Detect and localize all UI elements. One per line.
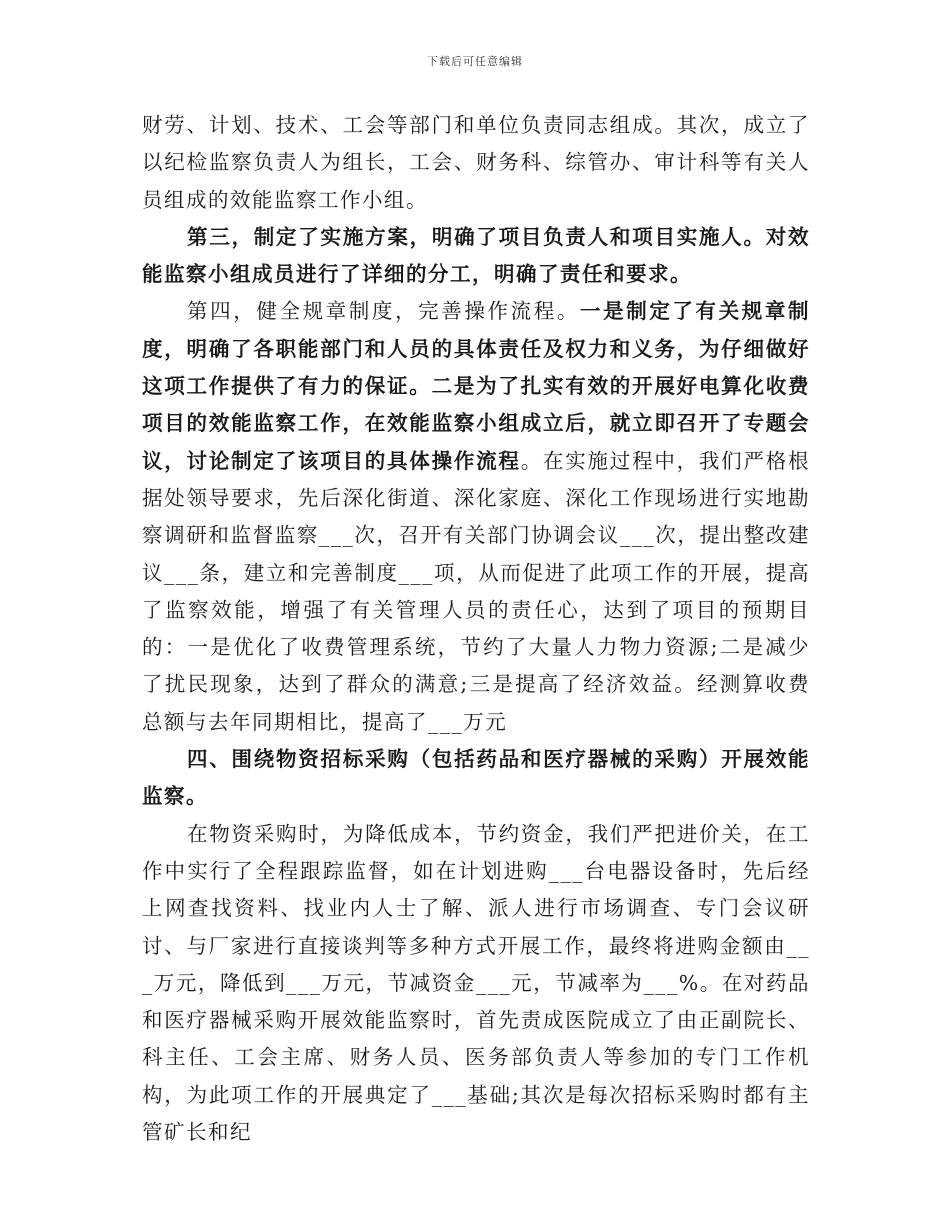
paragraph-3-run-1: 第四，健全规章制度，完善操作流程。	[187, 299, 580, 324]
paragraph-3-run-2-bold: 一是制定了有关规章制度，明确了各职能部门和人员的具体责任及权力和义务，为仔细做好这项工作提供了有力的保证。二是为了扎实有效的开展好电算化收费项目的效能监察工作，在效能监察小组成立后，就立即召开了专题会议，讨论制定了该项目的具体操作流程	[142, 299, 811, 473]
paragraph-1	[142, 107, 810, 219]
paragraph-2-text: 第三，制定了实施方案，明确了项目负责人和项目实施人。对效能监察小组成员进行了详细的分工，明确了责任和要求。	[142, 224, 810, 287]
document-body	[142, 107, 810, 1151]
paragraph-5	[142, 816, 810, 1152]
paragraph-3	[142, 293, 810, 741]
paragraph-1-text: 财劳、计划、技术、工会等部门和单位负责同志组成。其次，成立了以纪检监察负责人为组长，工会、财务科、综管办、审计科等有关人员组成的效能监察工作小组。	[142, 113, 810, 212]
paragraph-3-run-3: 。在实施过程中，我们严格根据处领导要求，先后深化街道、深化家庭、深化工作现场进行实地勘察调研和监督监察___次，召开有关部门协调会议___次，提出整改建议___条，建立和完善制度___项，从而促进了此项工作的开展，提高了监察效能，增强了有关管理人员的责任心，达到了项目的预期目的：一是优化了收费管理系统，节约了大量人力物力资源;二是减少了扰民现象，达到了群众的满意;三是提高了经济效益。经测算收费总额与去年同期相比，提高了___万元	[142, 448, 811, 734]
section-heading-4-text: 四、围绕物资招标采购（包括药品和医疗器械的采购）开展效能监察。	[142, 747, 810, 809]
section-heading-4	[142, 741, 810, 816]
paragraph-5-text: 在物资采购时，为降低成本，节约资金，我们严把进价关，在工作中实行了全程跟踪监督，如在计划进购___台电器设备时，先后经上网查找资料、找业内人士了解、派人进行市场调查、专门会议研讨、与厂家进行直接谈判等多种方式开展工作，最终将进购金额由___万元，降低到___万元，节减资金___元，节减率为___%。在对药品和医疗器械采购开展效能监察时，首先责成医院成立了由正副院长、科主任、工会主席、财务人员、医务部负责人等参加的专门工作机构，为此项工作的开展典定了___基础;其次是每次招标采购时都有主管矿长和纪	[142, 821, 810, 1145]
page-header-note: 下载后可任意编辑	[427, 55, 523, 68]
paragraph-2	[142, 219, 810, 294]
